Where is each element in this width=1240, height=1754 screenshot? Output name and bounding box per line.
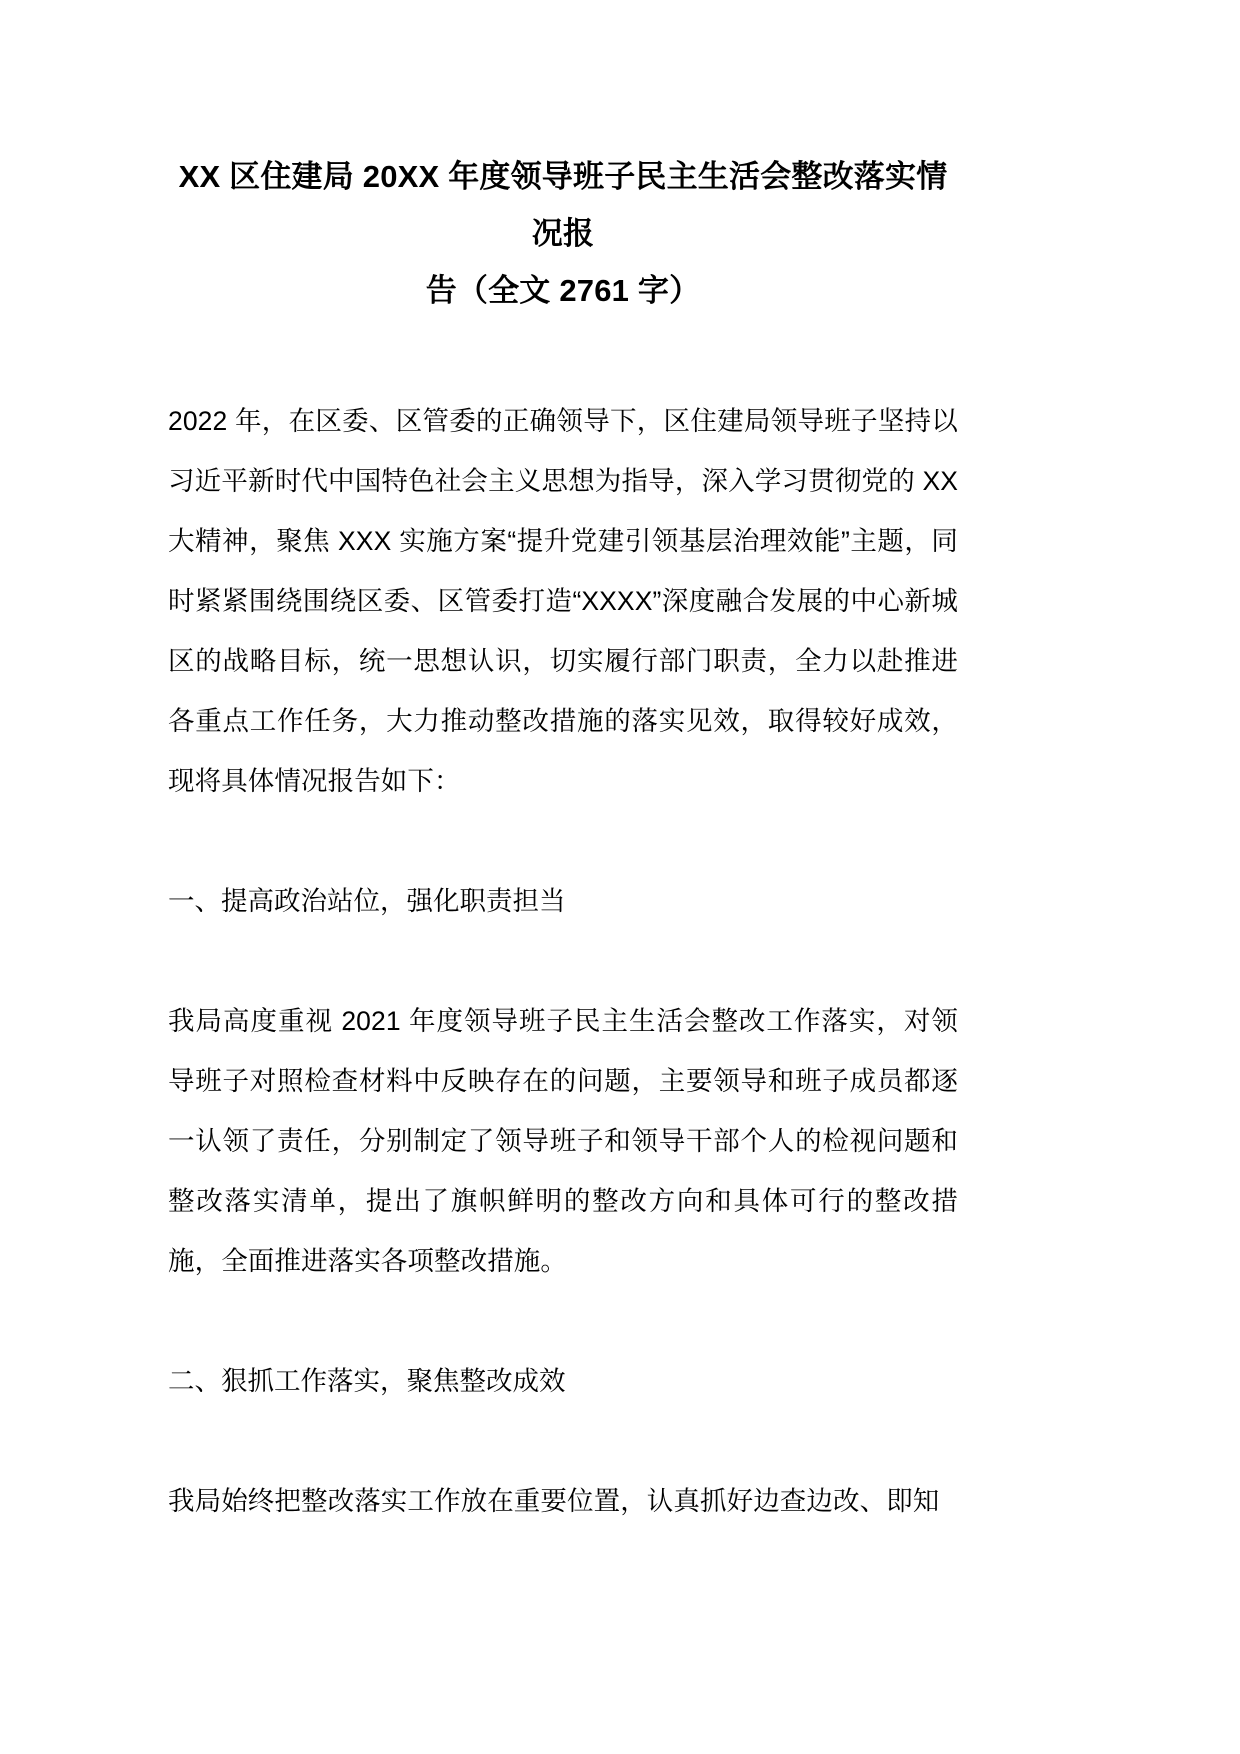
spacer-after-section-1-heading (168, 931, 958, 991)
spacer-before-section-1 (168, 811, 958, 871)
section-1-heading: 一、提高政治站位，强化职责担当 (168, 886, 566, 916)
section-2-paragraph: 我局始终把整改落实工作放在重要位置，认真抓好边查边改、即知 (168, 1486, 940, 1516)
spacer-before-section-2 (168, 1291, 958, 1351)
spacer-after-title (168, 319, 958, 391)
document-title-line-2: 告（全文 2761 字） (425, 273, 701, 308)
document-title-line-1: XX 区住建局 20XX 年度领导班子民主生活会整改落实情况报 (178, 159, 948, 251)
document-title (168, 148, 958, 319)
spacer-after-section-2-heading (168, 1411, 958, 1471)
intro-paragraph: 2022 年，在区委、区管委的正确领导下，区住建局领导班子坚持以习近平新时代中国特色社会主义思想为指导，深入学习贯彻党的 XX 大精神，聚焦 XXX 实施方案“提升党建引领基层治理效能”主题，同时紧紧围绕围绕区委、区管委打造“XXXX”深度融合发展的中心新城区的战略目标，统一思想认识，切实履行部门职责，全力以赴推进各重点工作任务，大力推动整改措施的落实见效，取得较好成效，现将具体情况报告如下： (168, 406, 958, 796)
document-body (168, 0, 958, 1531)
section-1-paragraph: 我局高度重视 2021 年度领导班子民主生活会整改工作落实，对领导班子对照检查材料中反映存在的问题，主要领导和班子成员都逐一认领了责任，分别制定了领导班子和领导干部个人的检视问题和整改落实清单，提出了旗帜鲜明的整改方向和具体可行的整改措施，全面推进落实各项整改措施。 (168, 1006, 958, 1276)
section-2-heading: 二、狠抓工作落实，聚焦整改成效 (168, 1366, 566, 1396)
